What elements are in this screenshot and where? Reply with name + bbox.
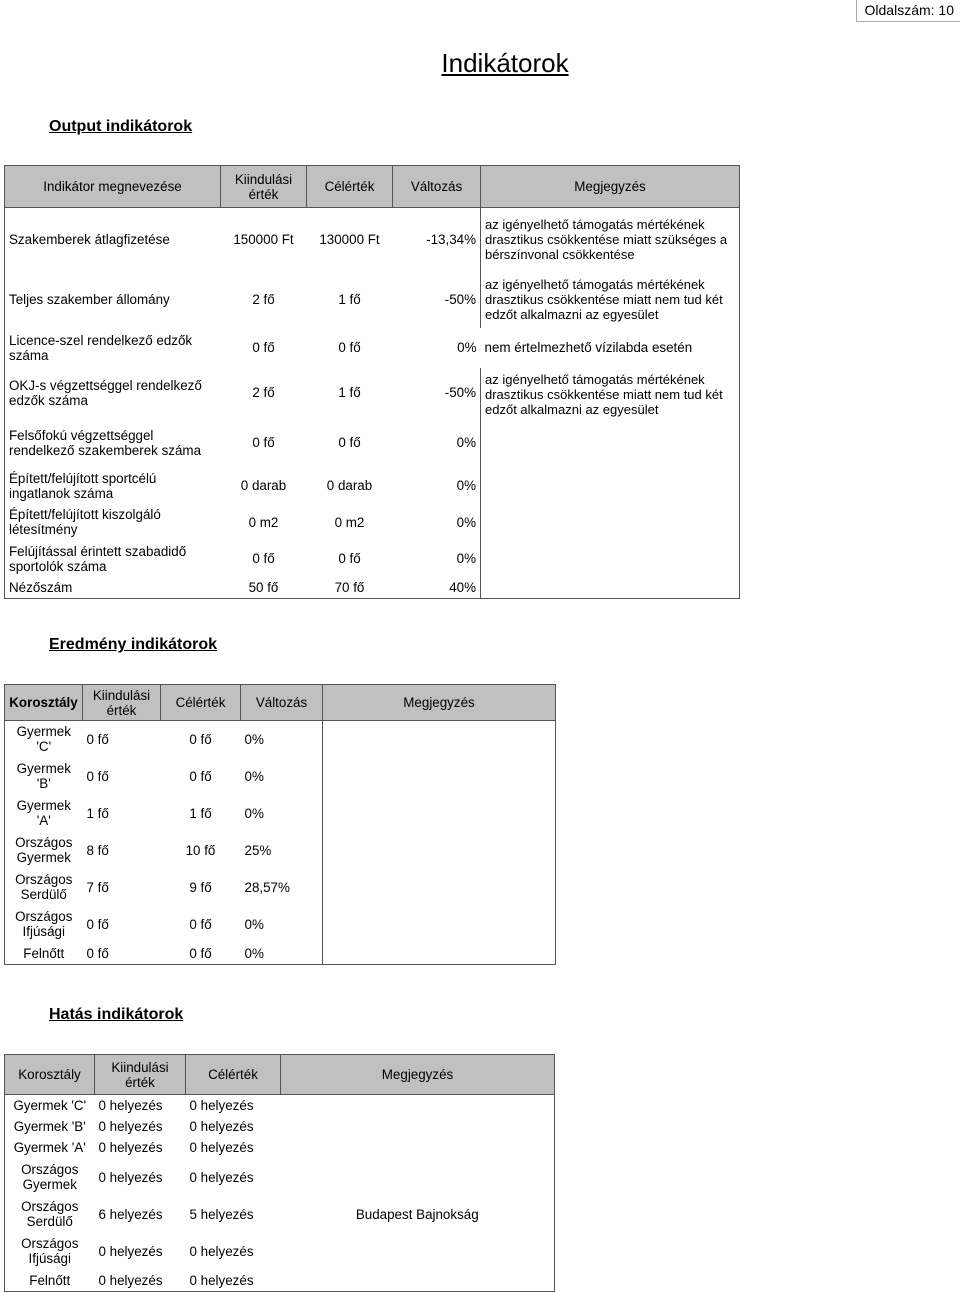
note-cell: az igényelhető támogatás mértékének drasztikus csökkentése miatt szükséges a bérszínvonal csökkentése bbox=[481, 208, 740, 271]
result-table bbox=[4, 684, 556, 965]
impact-table bbox=[4, 1054, 555, 1292]
change-value: 28,57% bbox=[244, 879, 290, 895]
target-value: 0 helyezés bbox=[189, 1097, 254, 1113]
target-value: 1 fő bbox=[338, 291, 361, 307]
table-row bbox=[5, 577, 740, 599]
target-value: 0 darab bbox=[326, 478, 373, 493]
start-value: 2 fő bbox=[252, 385, 275, 400]
age-group: Országos Gyermek bbox=[5, 1159, 95, 1196]
indicator-name: Épített/felújított kiszolgáló létesítmény bbox=[5, 504, 221, 541]
change-value: 0% bbox=[456, 435, 476, 450]
start-value: 0 helyezés bbox=[98, 1118, 163, 1134]
start-value: 50 fő bbox=[221, 577, 307, 599]
output-header-target: Célérték bbox=[307, 166, 393, 208]
note-cell bbox=[481, 577, 740, 599]
change-value: 0% bbox=[457, 340, 477, 355]
indicator-name: Felsőfokú végzettséggel rendelkező szakemberek száma bbox=[5, 418, 221, 468]
table-row bbox=[5, 468, 740, 504]
indicator-name: Nézőszám bbox=[5, 577, 221, 599]
table-row bbox=[5, 869, 556, 906]
result-header-change: Változás bbox=[241, 685, 323, 721]
output-header-row bbox=[5, 166, 740, 208]
impact-header-note: Megjegyzés bbox=[281, 1055, 555, 1095]
page-title: Indikátorok bbox=[441, 48, 569, 78]
table-row bbox=[5, 504, 740, 541]
target-value: 0 fő bbox=[338, 551, 361, 566]
note-cell bbox=[281, 1095, 555, 1116]
result-section-title: Eredmény indikátorok bbox=[49, 636, 218, 653]
table-row bbox=[5, 795, 556, 832]
table-row bbox=[5, 368, 740, 418]
target-value: 0 helyezés bbox=[189, 1243, 254, 1259]
age-group: Gyermek 'C' bbox=[5, 1095, 95, 1116]
age-group: Országos Ifjúsági bbox=[5, 1233, 95, 1270]
note-cell bbox=[323, 906, 556, 943]
table-row bbox=[5, 758, 556, 795]
start-value: 0 m2 bbox=[248, 514, 279, 530]
note-cell: az igényelhető támogatás mértékének drasztikus csökkentése miatt nem tud két edzőt alkalmazni az egyesület bbox=[481, 368, 740, 418]
start-value: 150000 Ft bbox=[233, 231, 294, 247]
age-group: Országos Gyermek bbox=[5, 832, 83, 869]
target-value: 0 helyezés bbox=[189, 1169, 254, 1185]
target-value: 1 fő bbox=[189, 805, 212, 821]
indicator-name: Licence-szel rendelkező edzők száma bbox=[5, 328, 221, 368]
start-value: 0 helyezés bbox=[98, 1097, 163, 1113]
result-header-age: Korosztály bbox=[5, 685, 83, 721]
change-value: 0% bbox=[456, 551, 476, 566]
table-row bbox=[5, 1196, 555, 1233]
table-row bbox=[5, 1270, 555, 1292]
target-value: 0 helyezés bbox=[186, 1270, 281, 1292]
change-value: 0% bbox=[244, 731, 264, 747]
start-value: 8 fő bbox=[86, 842, 109, 858]
note-cell bbox=[323, 795, 556, 832]
indicator-name: Felújítással érintett szabadidő sportolók száma bbox=[5, 541, 221, 577]
indicator-name: OKJ-s végzettséggel rendelkező edzők száma bbox=[5, 368, 221, 418]
target-value: 0 fő bbox=[338, 435, 361, 450]
table-row bbox=[5, 208, 740, 271]
output-header-note: Megjegyzés bbox=[481, 166, 740, 208]
start-value: 6 helyezés bbox=[98, 1206, 163, 1222]
note-cell bbox=[281, 1159, 555, 1196]
age-group: Felnőtt bbox=[5, 1270, 95, 1292]
note-cell bbox=[281, 1233, 555, 1270]
start-value: 0 fő bbox=[252, 435, 275, 450]
note-cell bbox=[481, 468, 740, 504]
result-header-target: Célérték bbox=[161, 685, 241, 721]
target-value: 1 fő bbox=[338, 385, 361, 400]
change-value: 0% bbox=[244, 805, 264, 821]
indicator-name: Szakemberek átlagfizetése bbox=[5, 208, 221, 271]
start-value: 0 fő bbox=[252, 340, 275, 355]
target-value: 0 fő bbox=[189, 731, 212, 747]
start-value: 0 helyezés bbox=[98, 1140, 163, 1155]
table-row bbox=[5, 418, 740, 468]
change-value: -50% bbox=[444, 291, 476, 307]
impact-header-target: Célérték bbox=[186, 1055, 281, 1095]
target-value: 5 helyezés bbox=[189, 1206, 254, 1222]
start-value: 0 helyezés bbox=[98, 1243, 163, 1259]
impact-header-row bbox=[5, 1055, 555, 1095]
start-value: 0 darab bbox=[240, 478, 287, 493]
output-table bbox=[4, 165, 740, 599]
change-value: 25% bbox=[244, 842, 272, 858]
start-value: 1 fő bbox=[86, 805, 109, 821]
indicator-name: Teljes szakember állomány bbox=[5, 271, 221, 328]
age-group: Országos Ifjúsági bbox=[5, 906, 83, 943]
age-group: Gyermek 'C' bbox=[5, 721, 83, 758]
start-value: 0 helyezés bbox=[98, 1169, 163, 1185]
output-header-change: Változás bbox=[393, 166, 481, 208]
table-row bbox=[5, 721, 556, 758]
change-value: 40% bbox=[393, 577, 481, 599]
target-value: 70 fő bbox=[307, 577, 393, 599]
target-value: 0 helyezés bbox=[189, 1140, 254, 1155]
output-header-start: Kiindulási érték bbox=[221, 166, 307, 208]
note-cell: az igényelhető támogatás mértékének drasztikus csökkentése miatt nem tud két edzőt alkalmazni az egyesület bbox=[481, 271, 740, 328]
age-group: Felnőtt bbox=[5, 943, 83, 965]
start-value: 0 fő bbox=[86, 768, 109, 784]
result-header-start: Kiindulási érték bbox=[83, 685, 161, 721]
table-row bbox=[5, 1233, 555, 1270]
note-cell bbox=[281, 1116, 555, 1137]
table-row bbox=[5, 906, 556, 943]
age-group: Gyermek 'B' bbox=[5, 1116, 95, 1137]
impact-section-title: Hatás indikátorok bbox=[49, 1006, 184, 1023]
target-value: 0 fő bbox=[161, 943, 241, 965]
target-value: 0 m2 bbox=[334, 514, 365, 530]
target-value: 9 fő bbox=[189, 879, 212, 895]
table-row bbox=[5, 328, 740, 368]
table-row bbox=[5, 541, 740, 577]
note-cell: nem értelmezhető vízilabda esetén bbox=[481, 328, 740, 368]
target-value: 0 fő bbox=[189, 768, 212, 784]
table-row bbox=[5, 1116, 555, 1137]
age-group: Gyermek 'B' bbox=[5, 758, 83, 795]
change-value: 0% bbox=[241, 943, 323, 965]
table-row bbox=[5, 1095, 555, 1116]
impact-header-start: Kiindulási érték bbox=[95, 1055, 186, 1095]
output-header-name: Indikátor megnevezése bbox=[5, 166, 221, 208]
note-cell bbox=[323, 758, 556, 795]
note-cell bbox=[323, 869, 556, 906]
age-group: Gyermek 'A' bbox=[5, 795, 83, 832]
target-value: 0 fő bbox=[338, 340, 361, 355]
start-value: 0 helyezés bbox=[95, 1270, 186, 1292]
age-group: Országos Serdülő bbox=[5, 869, 83, 906]
result-header-row bbox=[5, 685, 556, 721]
note-cell bbox=[481, 504, 740, 541]
note-cell: Budapest Bajnokság bbox=[281, 1196, 555, 1233]
target-value: 0 fő bbox=[189, 916, 212, 932]
table-row bbox=[5, 832, 556, 869]
page-number: Oldalszám: 10 bbox=[856, 0, 960, 22]
target-value: 10 fő bbox=[185, 842, 216, 858]
table-row bbox=[5, 1137, 555, 1159]
result-header-note: Megjegyzés bbox=[323, 685, 556, 721]
change-value: 0% bbox=[456, 514, 476, 530]
note-cell bbox=[281, 1270, 555, 1292]
table-row bbox=[5, 1159, 555, 1196]
age-group: Országos Serdülő bbox=[5, 1196, 95, 1233]
note-cell bbox=[481, 541, 740, 577]
impact-header-age: Korosztály bbox=[5, 1055, 95, 1095]
table-row bbox=[5, 271, 740, 328]
start-value: 0 fő bbox=[86, 916, 109, 932]
change-value: 0% bbox=[244, 768, 264, 784]
target-value: 0 helyezés bbox=[189, 1118, 254, 1134]
start-value: 2 fő bbox=[252, 291, 275, 307]
change-value: 0% bbox=[456, 478, 476, 493]
output-section-title: Output indikátorok bbox=[49, 118, 193, 135]
target-value: 130000 Ft bbox=[319, 231, 380, 247]
change-value: 0% bbox=[244, 916, 264, 932]
change-value: -13,34% bbox=[426, 231, 476, 247]
note-cell bbox=[281, 1137, 555, 1159]
start-value: 7 fő bbox=[86, 879, 109, 895]
note-cell bbox=[323, 943, 556, 965]
table-row bbox=[5, 943, 556, 965]
age-group: Gyermek 'A' bbox=[5, 1137, 95, 1159]
note-cell bbox=[323, 832, 556, 869]
start-value: 0 fő bbox=[86, 731, 109, 747]
note-cell bbox=[323, 721, 556, 758]
indicator-name: Épített/felújított sportcélú ingatlanok száma bbox=[5, 468, 221, 504]
start-value: 0 fő bbox=[252, 551, 275, 566]
start-value: 0 fő bbox=[83, 943, 161, 965]
note-cell bbox=[481, 418, 740, 468]
change-value: -50% bbox=[444, 385, 476, 400]
